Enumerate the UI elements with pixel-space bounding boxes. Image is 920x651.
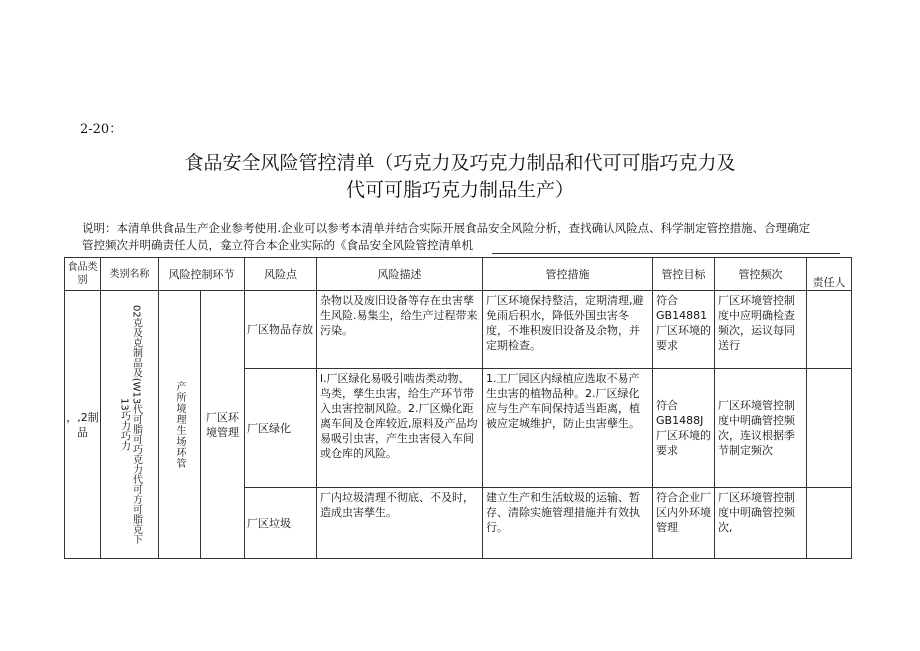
page-title-line2: 代可可脂巧克力制品生产）	[345, 179, 574, 201]
risk-desc-cell: l.厂区绿化易吸引啮齿类动物、鸟类，孳生虫害，给生产环节带入虫害控制风险。2.厂区燥化距离车间及仓库较近,原料及产品均易吸引虫害，产生虫害侵入车间或仓库的风险。	[317, 369, 483, 488]
header-control-freq: 管控频次	[715, 258, 807, 291]
control-target-cell: 符合GB14881厂区环境的要求	[653, 291, 715, 369]
header-risk-point: 风险点	[245, 258, 317, 291]
note-line2: 管控频次并明确责任人员，龛立符合本企业实际的《食品安全风险管控清单机	[82, 238, 473, 252]
note-line1: 说明：本清单供食品生产企业参考使用.企业可以参考本清单并结合实际开展食品安全风险分析，查找确认风险点、科学制定管控措施、合理确定	[82, 221, 811, 235]
header-control-link: 风险控制环节	[159, 258, 245, 291]
risk-point-cell: 厂区物品存放	[245, 291, 317, 369]
food-category-cell: ，,2制品	[65, 291, 101, 559]
header-category-name: 类别名称	[101, 258, 159, 291]
control-measure-cell: 建立生产和生活蚊圾的运输、暂存、清除实施管理措施并有效执行。	[483, 488, 653, 559]
control-measure-cell: 1.工厂园区内绿植应选取不易产生虫害的植物品种。2.厂区绿化应与生产车间保持适当距离，植被应定城维护，防止虫害孽生。	[483, 369, 653, 488]
category-name-cell: 02克及克制品及(W13代可脂可巧克力代可方可脂克下13巧力巧力	[101, 291, 159, 559]
note-underline	[492, 253, 840, 254]
header-control-target: 管控目标	[653, 258, 715, 291]
control-target-cell: 符合GB1488J厂区环境的要求	[653, 369, 715, 488]
header-food-category: 食品类别	[65, 258, 101, 291]
document-code: 2-20：	[80, 122, 123, 137]
control-freq-cell: 厂区环境管控制度中应明确检查频次，运议每同送行	[715, 291, 807, 369]
risk-point-cell: 厂区垃圾	[245, 488, 317, 559]
header-control-measure: 管控措施	[483, 258, 653, 291]
table-row	[65, 291, 852, 369]
risk-desc-cell: 厂内垃圾清理不彻底、不及时，造成虫害孳生。	[317, 488, 483, 559]
risk-point-cell: 厂区绿化	[245, 369, 317, 488]
responsible-cell	[807, 291, 852, 369]
header-risk-desc: 风险描述	[317, 258, 483, 291]
control-freq-cell: 厂区环境管控制度中明确管控频次，连议根据季节制定频次	[715, 369, 807, 488]
link-main-cell: 产所境理生场环管	[159, 291, 201, 559]
control-measure-cell: 厂区环境保持整洁，定期清理,避免雨后积水，降低外国虫害冬度，不堆积废旧设备及余物，并定期检查。	[483, 291, 653, 369]
responsible-cell	[807, 488, 852, 559]
control-target-cell: 符合企业厂区内外环境管理	[653, 488, 715, 559]
responsible-cell	[807, 369, 852, 488]
risk-control-table	[64, 257, 852, 559]
risk-desc-cell: 杂物以及废旧设备等存在虫害孳生风险.易集尘，给生产过程带来污染。	[317, 291, 483, 369]
header-responsible: 责任人	[807, 258, 852, 291]
link-sub-cell: 厂区环境管理	[201, 291, 245, 559]
page-title-line1: 食品安全风险管控清单（巧克力及巧克力制品和代可可脂巧克力及	[184, 152, 736, 174]
control-freq-cell: 厂区环境管控制度中明确管控频次,	[715, 488, 807, 559]
header-row	[65, 258, 852, 291]
